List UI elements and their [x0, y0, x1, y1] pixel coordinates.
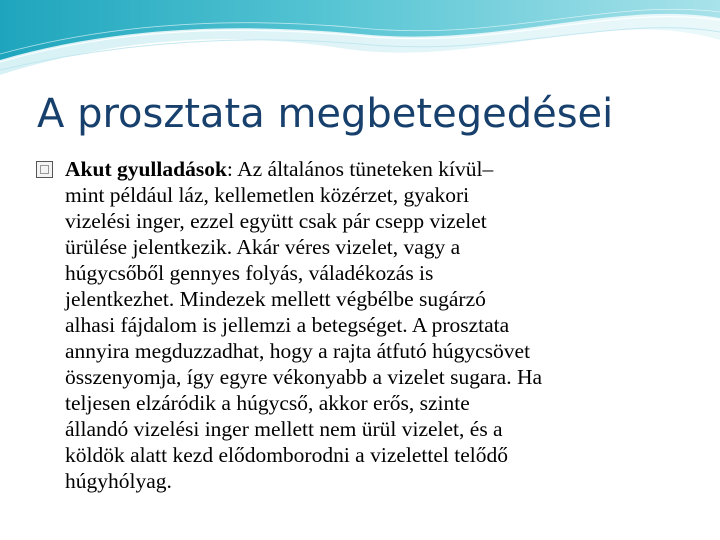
bullet-icon: [36, 161, 53, 178]
body-line: vizelési inger, ezzel együtt csak pár csepp vizelet: [65, 209, 487, 233]
bold-term: Akut gyulladások: [65, 157, 227, 181]
bullet-paragraph: [36, 156, 696, 494]
slide-body: [36, 156, 696, 494]
slide-title: A prosztata megbetegedései: [37, 91, 614, 137]
body-line: húgyhólyag.: [65, 469, 172, 493]
body-line: állandó vizelési inger mellett nem ürül vizelet, és a: [65, 417, 503, 441]
body-line: köldök alatt kezd elődomborodni a vizelettel telődő: [65, 443, 509, 467]
body-line: összenyomja, így egyre vékonyabb a vizelet sugara. Ha: [65, 365, 543, 389]
body-line: mint például láz, kellemetlen közérzet, gyakori: [65, 183, 470, 207]
body-line: teljesen elzáródik a húgycső, akkor erős, szinte: [65, 391, 470, 415]
body-line: jelentkezhet. Mindezek mellett végbélbe sugárzó: [65, 287, 486, 311]
body-line-1: [65, 156, 696, 182]
body-line-1-text: : Az általános tüneteken kívül–: [226, 157, 494, 181]
body-line: alhasi fájdalom is jellemzi a betegséget. A prosztata: [65, 313, 510, 337]
body-line: ürülése jelentkezik. Akár véres vizelet, vagy a: [65, 235, 461, 259]
body-line: annyira megduzzadhat, hogy a rajta átfutó húgycsövet: [65, 339, 531, 363]
body-line: húgycsőből gennyes folyás, váladékozás is: [65, 261, 434, 285]
wave-header-decoration: [0, 0, 720, 90]
